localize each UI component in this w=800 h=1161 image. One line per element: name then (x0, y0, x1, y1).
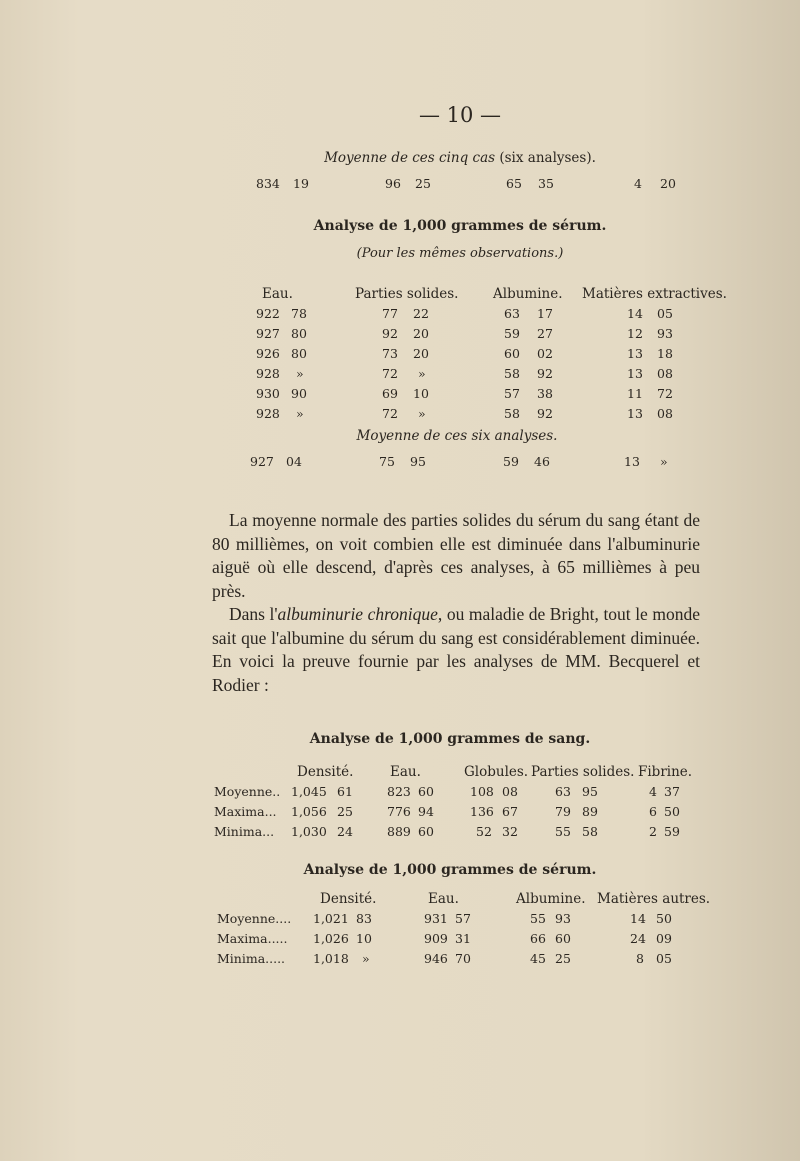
column-header: Eau. (428, 891, 459, 907)
cell: 69 (382, 386, 398, 401)
cell: 55 (555, 824, 571, 839)
cell: 927 (250, 454, 274, 469)
cell: 13 (627, 366, 643, 381)
cell: 1,056 (291, 804, 327, 819)
cell: 1,030 (291, 824, 327, 839)
table-row (0, 386, 800, 406)
section2-table (0, 286, 800, 426)
cell: 77 (382, 306, 398, 321)
cell: 60 (418, 824, 434, 839)
section2-subtitle: (Pour les mêmes observations.) (356, 246, 564, 261)
table-row (0, 366, 800, 386)
cell: 57 (504, 386, 520, 401)
column-header: Parties solides. (531, 764, 635, 780)
cell: 928 (256, 406, 280, 421)
cell: 75 (379, 454, 395, 469)
cell: 12 (627, 326, 643, 341)
cell: 66 (530, 931, 546, 946)
cell: 926 (256, 346, 280, 361)
cell: » (296, 366, 304, 381)
section1-values-row (0, 176, 800, 196)
cell: 922 (256, 306, 280, 321)
cell: 60 (555, 931, 571, 946)
value-cell: 96 (385, 176, 401, 191)
section4-title: Analyse de 1,000 grammes de sérum. (303, 862, 597, 878)
cell: 83 (356, 911, 372, 926)
cell: » (418, 366, 426, 381)
cell: 10 (356, 931, 372, 946)
cell: 72 (657, 386, 673, 401)
cell: 931 (424, 911, 448, 926)
value-cell: 25 (415, 176, 431, 191)
paragraph-text: Dans l' (229, 604, 278, 624)
section1-caption (0, 150, 800, 166)
cell: 55 (530, 911, 546, 926)
cell: 89 (582, 804, 598, 819)
cell: 05 (657, 306, 673, 321)
cell: 92 (537, 406, 553, 421)
cell: 73 (382, 346, 398, 361)
cell: 20 (413, 326, 429, 341)
cell: 13 (627, 406, 643, 421)
cell: 25 (555, 951, 571, 966)
cell: 60 (418, 784, 434, 799)
cell: 93 (555, 911, 571, 926)
section1-caption-italic: Moyenne de ces cinq cas (324, 150, 496, 166)
cell: 67 (502, 804, 518, 819)
cell: 27 (537, 326, 553, 341)
column-header: Albumine. (516, 891, 586, 907)
value-cell: 35 (538, 176, 554, 191)
column-header: Matières extractives. (582, 286, 727, 302)
cell: 08 (502, 784, 518, 799)
cell: 61 (337, 784, 353, 799)
cell: 60 (504, 346, 520, 361)
cell: 80 (291, 346, 307, 361)
column-header: Densité. (320, 891, 377, 907)
cell: 38 (537, 386, 553, 401)
cell: 92 (382, 326, 398, 341)
column-header: Globules. (464, 764, 529, 780)
cell: 13 (627, 346, 643, 361)
cell: 10 (413, 386, 429, 401)
cell: 58 (504, 366, 520, 381)
table-header-row (0, 891, 800, 911)
row-label: Moyenne.. (214, 784, 281, 799)
cell: 4 (649, 784, 657, 799)
cell: 24 (630, 931, 646, 946)
cell: 20 (413, 346, 429, 361)
cell: 24 (337, 824, 353, 839)
section2-average-row (0, 454, 800, 474)
cell: 63 (504, 306, 520, 321)
cell: 37 (664, 784, 680, 799)
value-cell: 834 (256, 176, 280, 191)
cell: 8 (636, 951, 644, 966)
cell: 02 (537, 346, 553, 361)
cell: » (362, 951, 370, 966)
cell: 59 (504, 326, 520, 341)
table-header-row (0, 286, 800, 306)
table-header-row (0, 764, 800, 784)
column-header: Densité. (297, 764, 354, 780)
cell: 13 (624, 454, 640, 469)
cell: 31 (455, 931, 471, 946)
column-header: Matières autres. (597, 891, 711, 907)
column-header: Eau. (390, 764, 421, 780)
cell: 92 (537, 366, 553, 381)
value-cell: 20 (660, 176, 676, 191)
cell: 09 (656, 931, 672, 946)
section3-title: Analyse de 1,000 grammes de sang. (309, 731, 591, 747)
cell: 59 (664, 824, 680, 839)
column-header: Parties solides. (355, 286, 459, 302)
row-label: Maxima... (214, 804, 277, 819)
cell: 14 (630, 911, 646, 926)
cell: 32 (502, 824, 518, 839)
cell: 08 (657, 366, 673, 381)
table-row (0, 406, 800, 426)
cell: 94 (418, 804, 434, 819)
row-label: Moyenne.... (217, 911, 292, 926)
section1-caption-tail: (six analyses). (495, 150, 596, 166)
cell: 1,045 (291, 784, 327, 799)
cell: 946 (424, 951, 448, 966)
paragraph (212, 603, 700, 697)
cell: 79 (555, 804, 571, 819)
cell: 2 (649, 824, 657, 839)
cell: 928 (256, 366, 280, 381)
column-header: Eau. (262, 286, 293, 302)
paragraph-text: , ou maladie de Bright, tout le monde sait que l'albumine du sérum du sang est considérablement diminuée. En voici la preuve fournie par les analyses de MM. Becquerel et Rodier : (212, 604, 700, 695)
row-label: Minima..... (217, 951, 286, 966)
cell: 136 (470, 804, 494, 819)
table-row (0, 824, 800, 844)
cell: 72 (382, 366, 398, 381)
cell: 46 (534, 454, 550, 469)
cell: 58 (504, 406, 520, 421)
paragraph: La moyenne normale des parties solides du sérum du sang étant de 80 millièmes, on voit combien elle est diminuée dans l'albuminurie aiguë où elle descend, d'après ces analyses, à 65 millièmes à peu près. (212, 510, 700, 601)
cell: 70 (455, 951, 471, 966)
cell: 1,026 (313, 931, 349, 946)
table-row (0, 326, 800, 346)
cell: 108 (470, 784, 494, 799)
value-cell: 19 (293, 176, 309, 191)
section3-table (0, 764, 800, 844)
cell: 90 (291, 386, 307, 401)
cell: 776 (387, 804, 411, 819)
cell: 72 (382, 406, 398, 421)
table-row (0, 346, 800, 366)
value-cell: 65 (506, 176, 522, 191)
cell: 1,021 (313, 911, 349, 926)
cell: 6 (649, 804, 657, 819)
cell: 80 (291, 326, 307, 341)
row-label: Minima... (214, 824, 275, 839)
table-row (0, 951, 800, 971)
table-row (0, 804, 800, 824)
paragraph-italic: albuminurie chronique (277, 604, 438, 624)
table-row (0, 911, 800, 931)
cell: 11 (627, 386, 643, 401)
section2-title: Analyse de 1,000 grammes de sérum. (313, 218, 607, 234)
cell: 04 (286, 454, 302, 469)
cell: 14 (627, 306, 643, 321)
cell: 909 (424, 931, 448, 946)
cell: » (660, 454, 668, 469)
cell: 17 (537, 306, 553, 321)
cell: 50 (656, 911, 672, 926)
table-row (0, 306, 800, 326)
cell: 08 (657, 406, 673, 421)
cell: 95 (410, 454, 426, 469)
cell: 63 (555, 784, 571, 799)
body-text (212, 509, 700, 697)
cell: 05 (656, 951, 672, 966)
cell: 22 (413, 306, 429, 321)
section2-subtitle-text: Pour les mêmes observations. (361, 246, 559, 261)
cell: 889 (387, 824, 411, 839)
cell: 93 (657, 326, 673, 341)
cell: 823 (387, 784, 411, 799)
cell: 57 (455, 911, 471, 926)
cell: 45 (530, 951, 546, 966)
cell: 927 (256, 326, 280, 341)
section2-average-caption: Moyenne de ces six analyses. (356, 428, 558, 444)
cell: 52 (476, 824, 492, 839)
cell: 1,018 (313, 951, 349, 966)
table-row (0, 784, 800, 804)
cell: 58 (582, 824, 598, 839)
cell: 930 (256, 386, 280, 401)
cell: 18 (657, 346, 673, 361)
table-row (0, 931, 800, 951)
cell: 25 (337, 804, 353, 819)
column-header: Fibrine. (638, 764, 693, 780)
row-label: Maxima..... (217, 931, 288, 946)
cell: 59 (503, 454, 519, 469)
value-cell: 4 (634, 176, 642, 191)
cell: » (296, 406, 304, 421)
cell: 95 (582, 784, 598, 799)
page-number: — 10 — (418, 103, 502, 127)
cell: 50 (664, 804, 680, 819)
column-header: Albumine. (493, 286, 563, 302)
section4-table (0, 891, 800, 971)
cell: 78 (291, 306, 307, 321)
cell: » (418, 406, 426, 421)
